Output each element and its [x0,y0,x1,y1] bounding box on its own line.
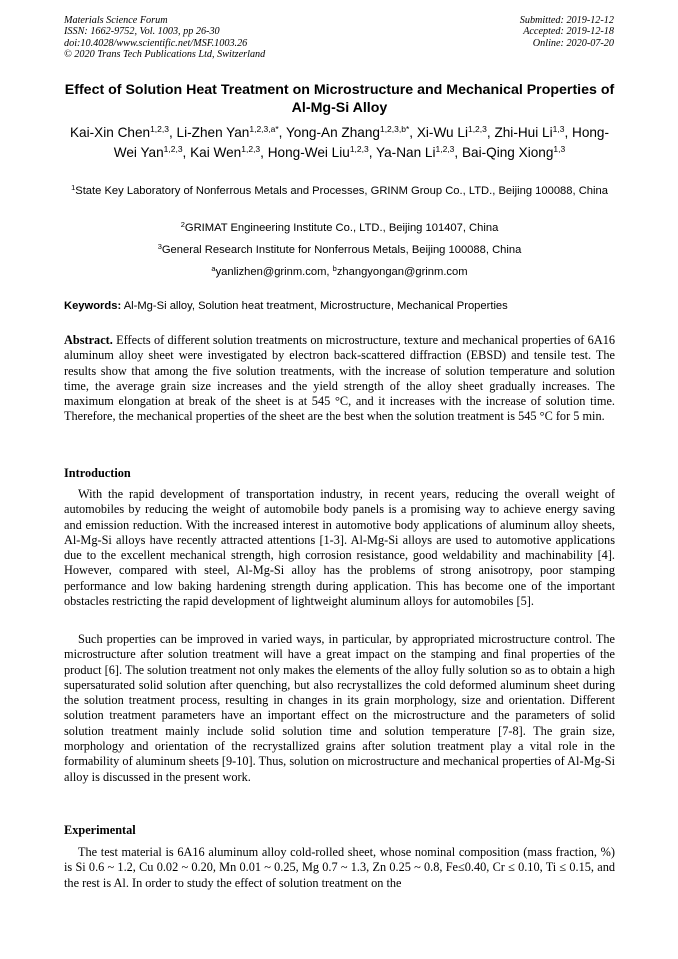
affiliation-3: $^3$General Research Institute for Nonferrous Metals, Beijing 100088, China [157,242,522,256]
keywords-text: Al-Mg-Si alloy, Solution heat treatment, Microstructure, Mechanical Properties [121,300,508,312]
author: Kai Wen$^{1,2,3}$, [190,144,268,160]
journal-name: Materials Science Forum [64,15,168,26]
keywords-label: Keywords: [64,300,122,312]
email-link[interactable]: yanlizhen@grinm.com, [215,266,333,278]
author: Ya-Nan Li$^{1,2,3}$, [376,144,462,160]
author: Bai-Qing Xiong$^{1,3}$ [461,144,566,160]
online-date: Online: 2020-07-20 [532,37,614,49]
experimental-heading: Experimental [64,823,136,837]
abstract-text: Effects of different solution treatments on microstructure, texture and mechanical properties of 6A16 aluminum alloy sheet were investigated by electron back-scattered diffraction (EBSD) and tensile test. The results show that among the five solution treatments, with the increase of solution temperature and solution time, the average grain size increases and the yield strength of the alloy sheet gradually increases. The maximum elongation at break of the sheet is at 545 °C, and it increases with the increase of solution time. Therefore, the mechanical properties of the sheet are the best when the solution treatment is 545 °C for 5 min. [64,333,615,424]
doi-line[interactable]: doi:10.4028/www.scientific.net/MSF.1003.26 [64,37,248,49]
affiliation-1: $^1$State Key Laboratory of Nonferrous Metals and Processes, GRINM Group Co., LTD., Beijing 100088, China [71,183,608,197]
email-link[interactable]: zhangyongan@grinm.com [336,266,468,278]
author: Xi-Wu Li$^{1,2,3}$, [416,124,495,140]
author: Zhi-Hui Li$^{1,3}$, [494,124,572,140]
affiliation-2: $^2$GRIMAT Engineering Institute Co., LTD., Beijing 101407, China [180,220,499,234]
introduction-heading: Introduction [64,466,131,480]
issn-line: ISSN: 1662-9752, Vol. 1003, pp 26-30 [64,26,220,38]
paper-title: Effect of Solution Heat Treatment on Microstructure and Mechanical Properties of Al-Mg-Si Alloy [64,82,615,116]
accepted-date: Accepted: 2019-12-18 [523,26,614,38]
abstract-label: Abstract. [64,333,113,347]
author: Li-Zhen Yan$^{1,2,3,a*}$, [176,124,286,140]
abstract [64,333,615,425]
experimental-paragraph-1: The test material is 6A16 aluminum alloy cold-rolled sheet, whose nominal composition (mass fraction, %) is Si 0.6 ~ 1.2, Cu 0.02 ~ 0.20, Mn 0.01 ~ 0.25, Mg 0.7 ~ 1.3, Zn 0.25 ~ 0.8, Fe≤0.40, Cr ≤ 0.10, Ti ≤ 0.15, and the rest is Al. In order to study the effect of solution treatment on the [64,845,615,890]
dates-info [520,15,614,49]
author: Hong-Wei Liu$^{1,2,3}$, [267,144,377,160]
journal-info [64,15,265,61]
author: Yong-An Zhang$^{1,2,3,b*}$, [285,124,417,140]
author: Hong-Wei Yan$^{1,2,3}$, [113,125,610,160]
submitted-date: Submitted: 2019-12-12 [519,15,614,26]
copyright-line: © 2020 Trans Tech Publications Ltd, Switzerland [64,49,266,61]
email-line: $^a$yanlizhen@grinm.com, $^b$zhangyongan@grinm.com [211,264,468,278]
introduction-paragraph-2: Such properties can be improved in varied ways, in particular, by appropriated microstructure control. The microstructure after solution treatment will have a great impact on the stamping and final properties of the product [6]. The solution treatment not only makes the elements of the alloy fully solution so as to obtain a high supersaturated solid solution after quenching, but also recrystallizes the cold deformed aluminum sheet during the solution treatment process, resulting in changes in its grain morphology, size and orientation. Different solution treatment parameters have an important effect on the microstructure and the parameters of solid solution treatment mainly include solid solution time and solution temperature [7-8]. The grain size, morphology and orientation of the recrystallized grains after solution treatment play a vital role in the formability of aluminum sheets [9-10]. Thus, solution on microstructure and mechanical properties of Al-Mg-Si alloy is discussed in the present work. [64,632,615,784]
author: Kai-Xin Chen$^{1,2,3}$, [69,124,177,140]
keywords [64,299,615,314]
author-list [64,123,615,163]
introduction-paragraph-1: With the rapid development of transportation industry, in recent years, reducing the overall weight of automobiles by reducing the weight of automobile body panels is a promising way to achieve energy saving and emission reduction. With the increased interest in automotive body applications of aluminum alloy sheets, Al-Mg-Si alloys have recently attracted attentions [1-3]. Al-Mg-Si alloys are used to automotive applications due to the excellent mechanical strength, high corrosion resistance, good weldability and machinability [4]. However, compared with steel, Al-Mg-Si alloy has the problems of strong anisotropy, poor stamping performance and low baking hardening strength during application. This has become one of the important obstacles restricting the rapid development of lightweight aluminum alloys for automobiles [5]. [64,487,615,609]
